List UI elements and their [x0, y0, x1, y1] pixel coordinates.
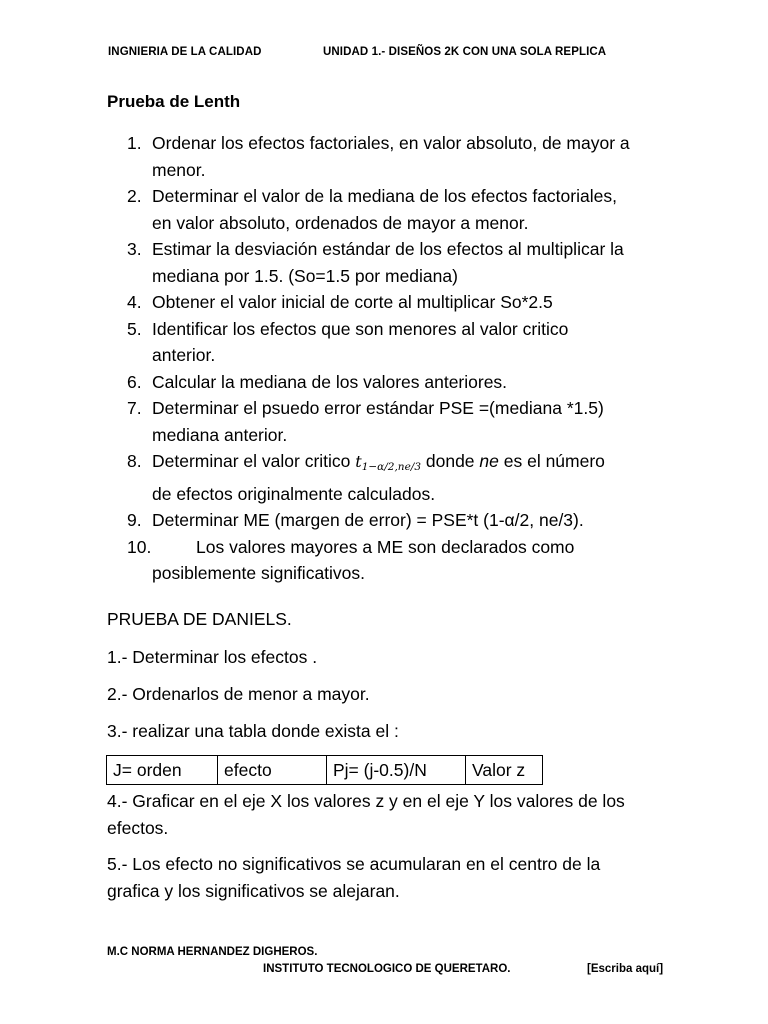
- table-row: [107, 756, 543, 785]
- list-item: [107, 507, 667, 534]
- daniels-table: [106, 755, 543, 785]
- paragraph-line: grafica y los significativos se alejaran.: [107, 880, 400, 901]
- step-line: Estimar la desviación estándar de los efectos al multiplicar la: [152, 239, 624, 259]
- paragraph-line: efectos.: [107, 817, 169, 838]
- list-item: [107, 236, 667, 289]
- step-line: Obtener el valor inicial de corte al multiplicar So*2.5: [152, 292, 553, 312]
- daniels-title: PRUEBA DE DANIELS.: [107, 609, 292, 629]
- step-line: de efectos originalmente calculados.: [152, 483, 436, 504]
- step-number: 4.: [127, 292, 142, 312]
- table-header-cell: Valor z: [466, 756, 543, 785]
- list-item: [107, 369, 667, 396]
- step-line: mediana por 1.5. (So=1.5 por mediana): [152, 265, 458, 286]
- step-text: es el número: [498, 451, 605, 471]
- step-number: 10.: [127, 536, 152, 557]
- step-italic-term: ne: [479, 451, 499, 471]
- list-item: [107, 183, 667, 236]
- paragraph-line: 5.- Los efecto no significativos se acumularan en el centro de la: [107, 854, 601, 874]
- list-item: [107, 316, 667, 369]
- header-right: UNIDAD 1.- DISEÑOS 2K CON UNA SOLA REPLICA: [323, 46, 607, 58]
- step-text: Los valores mayores a ME son declarados como: [196, 536, 575, 557]
- step-number: 7.: [127, 398, 142, 418]
- step-line: [152, 448, 667, 481]
- formula-subscript: 1−α/2,ne/3: [361, 461, 422, 473]
- step-line: anterior.: [152, 345, 216, 365]
- list-item: [107, 448, 667, 507]
- step-line: mediana anterior.: [152, 424, 288, 445]
- table-header-cell: J= orden: [107, 756, 218, 785]
- list-item: [107, 534, 667, 587]
- paragraph-line: 4.- Graficar en el eje X los valores z y en el eje Y los valores de los: [107, 791, 625, 811]
- step-text: donde: [421, 451, 480, 471]
- step-number: 1.: [127, 133, 142, 153]
- table-header-cell: efecto: [218, 756, 327, 785]
- critical-value-formula: [355, 452, 421, 471]
- list-item: [107, 395, 667, 448]
- table-header-cell: Pj= (j-0.5)/N: [327, 756, 466, 785]
- list-item: [107, 289, 667, 316]
- step-line: Ordenar los efectos factoriales, en valor absoluto, de mayor a: [152, 133, 630, 153]
- step-line: en valor absoluto, ordenados de mayor a menor.: [152, 212, 529, 233]
- daniels-step-1: 1.- Determinar los efectos .: [107, 647, 318, 667]
- step-number: 2.: [127, 186, 142, 206]
- formula-base: t: [355, 452, 362, 471]
- footer-institution: INSTITUTO TECNOLOGICO DE QUERETARO.: [263, 963, 511, 975]
- daniels-step-3: 3.- realizar una tabla donde exista el :: [107, 721, 399, 741]
- step-line: [152, 534, 667, 561]
- step-number: 8.: [127, 451, 142, 471]
- daniels-step-4: [107, 788, 667, 841]
- lenth-title: Prueba de Lenth: [107, 92, 241, 111]
- step-number: 9.: [127, 510, 142, 530]
- step-line: Identificar los efectos que son menores al valor critico: [152, 318, 569, 339]
- step-line: posiblemente significativos.: [152, 563, 366, 583]
- list-item: [107, 130, 667, 183]
- step-line: Determinar ME (margen de error) = PSE*t (1-α/2, ne/3).: [152, 510, 584, 530]
- step-number: 5.: [127, 318, 142, 339]
- step-number: 3.: [127, 239, 142, 259]
- daniels-step-5: [107, 851, 667, 904]
- step-number: 6.: [127, 371, 142, 392]
- footer-author: M.C NORMA HERNANDEZ DIGHEROS.: [107, 946, 318, 958]
- step-line: Determinar el psuedo error estándar PSE =(mediana *1.5): [152, 398, 604, 418]
- step-line: Determinar el valor de la mediana de los efectos factoriales,: [152, 186, 617, 206]
- header-left: INGNIERIA DE LA CALIDAD: [108, 46, 262, 58]
- step-line: menor.: [152, 159, 206, 180]
- footer-placeholder[interactable]: [Escriba aquí]: [587, 963, 664, 975]
- step-line: Calcular la mediana de los valores anteriores.: [152, 371, 508, 392]
- step-text: Determinar el valor critico: [152, 451, 356, 471]
- daniels-step-2: 2.- Ordenarlos de menor a mayor.: [107, 684, 370, 704]
- lenth-steps-list: [107, 130, 667, 587]
